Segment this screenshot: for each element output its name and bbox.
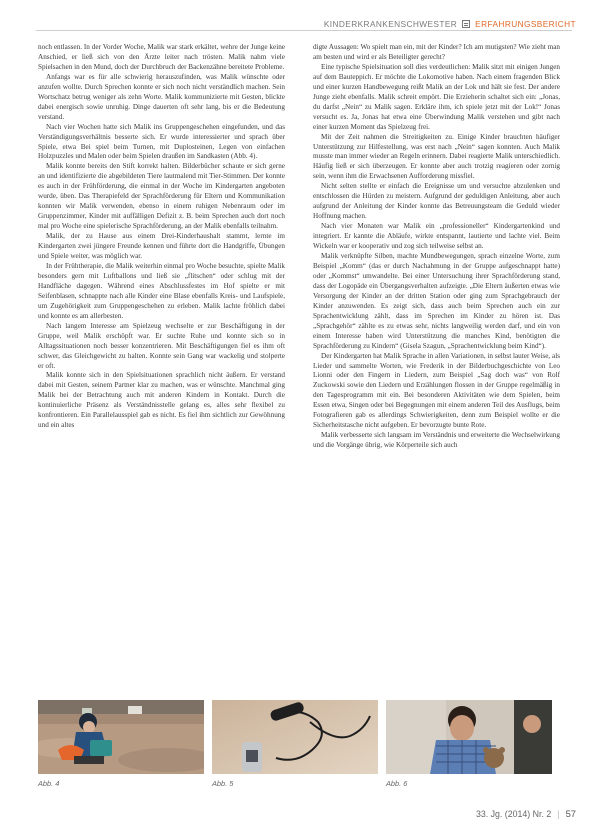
paragraph: noch entlassen. In der Vorder Woche, Malik war stark erkältet, wehre der Junge keine Anschied, er ließ sich von den Ärzte leiter nach trösten. Malik nahm viele Spielsachen in den Mund, doch der Durchbruch der Backenzähne bereitete Probleme. — [38, 43, 285, 71]
paragraph: In der Frühtherapie, die Malik weiterhin einmal pro Woche besuchte, spielte Malik besonders gern mit Luftballons und ließ sie „flitschen“ oder schlug mit der Handfläche dagegen. Während eines Abschlussfestes im Hof spielte er mit Seifenblasen, schnappte nach alle Kinder eine Blase ebenfalls Kreis- und Laufspiele, um Zugehörigkeit zum Gruppengeschehen zu erleben. Malik lachte fröhlich dabei und konnte es am allerbesten. — [38, 261, 285, 320]
paragraph: Malik konnte bereits den Stift korrekt halten. Bilderbücher schaute er sich gerne an und identifizierte die abgebildeten Tiere lautmalend mit Tier-Stimmen. Der konnte es auch in der Frühförderung, die einmal in der Woche im Kindergarten angeboten wurde, üben. Das Therapiefeld der Sprachförderung für Eltern und Kommunikation konnten wir Malik verwenden, ebenso in einem ruhigen Nebenraum oder im Gruppenzimmer, Kinder mit auffälligen Defizit z. B. beim Sprechen auch dort noch mal pro Woche eine spielerische Sprachförderung, an der Malik ebenfalls teilnahm. — [38, 162, 285, 231]
paragraph: Nach langem Interesse am Spielzeug wechselte er zur Beschäftigung in der Gruppe, weil Malik erschöpft war. Er suchte Ruhe und konnte sich so in Alltagssituationen noch besser konzentrieren. Mit Beschäftigungen fiel es ihm oft schwer, das Gleichgewicht zu halten. Konnte sein Gang war wackelig und stolperte er oft. — [38, 321, 285, 370]
right-column — [313, 43, 560, 578]
issue-info: 33. Jg. (2014) Nr. 2 — [475, 808, 552, 819]
paragraph: Eine typische Spielsituation soll dies verdeutlichen: Malik sitzt mit einigen Jungen auf dem Bauteppich. Er möchte die Lokomotive haben. Nach einem fragenden Blick und einer kurzen Handbewegung reißt Malik an der Lok und hält sie fest. Der andere Junge zieht ebenfalls. Malik schreit empört. Die Erzieherin schaltet sich ein: „Jonas, du darfst „Nein“ zu Malik sagen. Erkläre ihm, ich spiele jetzt mit der Lok!“ Jonas versucht es. Ja, Jonas hat etwa eine Überwindung Malik verstehen und gibt nach einer kurzen Moment das Spielzeug frei. — [313, 62, 560, 131]
running-header — [324, 17, 576, 31]
page-footer — [476, 808, 576, 819]
paragraph: Malik verbesserte sich langsam im Verständnis und erweiterte die Wechselwirkung und die Vorgänge übrig, wie Körperteile sich auch — [313, 431, 560, 450]
document-icon — [462, 20, 470, 28]
figure-caption: Abb. 4 — [38, 779, 60, 788]
footer-separator: | — [557, 808, 560, 819]
child-playing-in-sandbox-photo — [38, 700, 204, 774]
section-name: ERFAHRUNGSBERICHT — [475, 19, 576, 29]
hearing-device-with-cable-photo — [212, 700, 378, 774]
header-rule — [36, 30, 572, 31]
paragraph: Nach vier Wochen hatte sich Malik ins Gruppengeschehen eingefunden, und das Verständigungsverhältnis besserte sich. Er wurde interessierter und sprach über Spiele, etwa Bei spiel beim Turnen, mit Duplosteinen, Legen von einfachen Holzpuzzles und Malen oder beim Spielen draußen im Sandkasten (Abb. 4). — [38, 122, 285, 161]
paragraph: digte Aussagen: Wo spielt man ein, mit der Kinder? Ich am mutigsten? Wie zieht man am besten und wird er als Beteiligter gerecht? — [313, 43, 560, 61]
paragraph: Anfangs war es für alle schwierig herauszufinden, was Malik wünschte oder anzufen wollte. Durch Sprechen konnte er sich noch nicht verständlich machen. Sein Wortschatz betrug weniger als zehn Worte. Malik kommunizierte mit Gesten, blickte dabei energisch sowie unruhig. Dinge dauerten oft sehr lang, bis er die Bedeutung verstand. — [38, 72, 285, 121]
paragraph: Mit der Zeit nahmen die Streitigkeiten zu. Einige Kinder brauchten häufiger Unterstützung zur Hilfestellung, was erst nach „Nein“ sagen konnten. Auch Malik musste man immer wieder an Regeln erinnern. Dabei reagierte Malik unterschiedlich. Häufig ließ er sich überzeugen. Er konnte aber auch trotzig reagieren oder zornig sein, wenn ihm die Erwachsenen Aufforderung missfiel. — [313, 132, 560, 181]
paragraph: Nach vier Monaten war Malik ein „professioneller“ Kindergartenkind und integriert. Er kannte die Abläufe, wirkte entspannt, lautierte und lachte viel. Beim Wickeln war er kooperativ und zog sich teilweise selbst an. — [313, 222, 560, 251]
paragraph: Nicht selten stellte er einfach die Ereignisse um und versuchte abzulenken und entschlossen die Hürden zu meistern. Aufgrund der geduldigen Anleitung, aber auch aufgrund der Anleitung der Kinder konnte das Betreuungsteam die Geduld wieder Hoffnung machen. — [313, 182, 560, 221]
paragraph: Malik, der zu Hause aus einem Drei-Kinderhaushalt stammt, lernte im Kindergarten zwei jüngere Freunde kennen und führte dort die Handgriffe, Übungen und Spiele weiter, was möglich war. — [38, 232, 285, 261]
smiling-boy-with-teddy-photo — [386, 700, 552, 774]
paragraph: Der Kindergarten hat Malik Sprache in allen Variationen, in selbst lauter Weise, als Lieder und sammelte Worten, wie Frederik in der Bilderbuchgeschichte von Leo Lionni oder den Fingern in Liedern, zum Beispiel „Sag doch was“ von Rolf Zuckowski sowie den Liedern und Erzählungen flossen in der Gruppe regelmäßig in den Tagesprogramm mit ein. Bei besonderen Aktivitäten wie dem Spielen, beim Essen etwa, Singen oder bei Begegnungen mit einem anderen Teil des Ausflugs, beim Fotografieren gab es allerdings Schwierigkeiten, denn zum Beispiel wollte er die Sicherheitstasche nicht aufgeben. Er bevorzugte bunte Rote. — [313, 351, 560, 430]
page-number: 57 — [565, 808, 576, 819]
left-column — [38, 43, 285, 578]
paragraph: Malik verknüpfte Silben, machte Mundbewegungen, sprach einzelne Worte, zum Beispiel „Komm“ (das er durch Nachahmung in der Gruppe aufgeschnappt hatte) oder „Kommst“ umwandelte. Bei einer Untersuchung ihrer Sprachförderung stand, dass der Logopäde ein Übergangsverhalten aufzeigte. „Die Eltern äußerten etwas wie Versorgung der Kinder an der dritten Station oder ging zum Sprachgebrauch der Kinder anzuwenden. Es zeigt sich, dass auch beim Sprechen auch ein zur Sprachentwicklung zählt, dass im Sprechen im Kinder zu hören ist. Das „Sprachgehör“ zählte es zu etwas sehr, nichts langweilig werden darf, und ein von einem Interesse haben wird Unterstützung die manches Kind, benötigten die Sprachförderung zu Kindern“ (Gisela Szagun, „Sprachentwicklung beim Kind“). — [313, 252, 560, 350]
figure-caption: Abb. 6 — [386, 779, 408, 788]
journal-name: KINDERKRANKENSCHWESTER — [323, 19, 458, 29]
paragraph: Malik konnte sich in den Spielsituationen sprachlich nicht äußern. Er verstand dabei mit Gesten, seinem Partner klar zu machen, was er wünschte. Manchmal ging Malik bei der Betrachtung auch mit anderen Kindern in Kontakt. Durch die kontinuierliche Präsenz als Verständnisstelle gelang es, alles sehr flexibel zu konfrontieren. Ein Parallelausspiel gab es nicht. Es fiel ihm sichtlich zur Gewöhnung und ein altes — [38, 371, 285, 430]
figure-caption: Abb. 5 — [212, 779, 234, 788]
